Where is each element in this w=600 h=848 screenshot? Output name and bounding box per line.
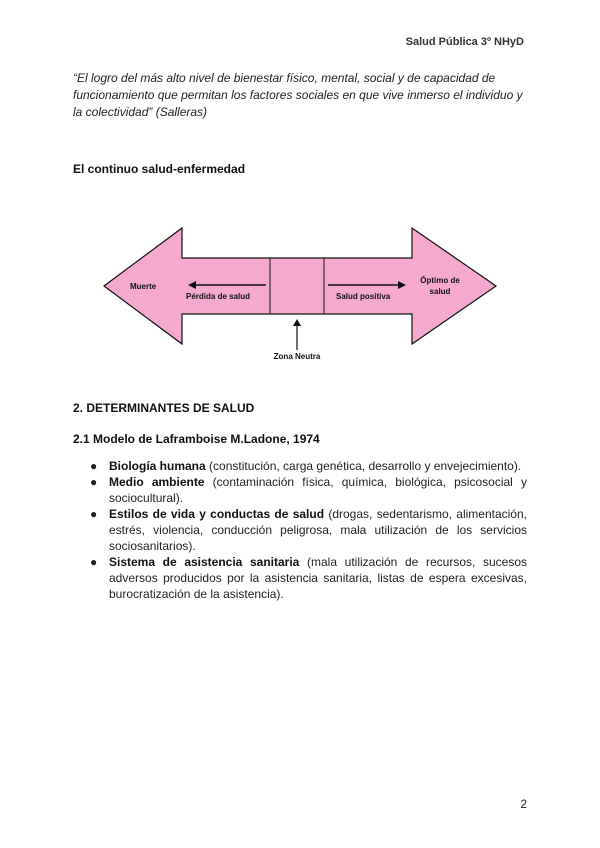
list-item: [90, 506, 527, 554]
bullet-icon: ●: [90, 555, 98, 569]
bullet-icon: ●: [90, 507, 98, 521]
double-arrow-shape: [104, 228, 496, 344]
list-item-desc: (mala utilización de recursos, sucesos adversos producidos por la asistencia sanitaria, listas de espera excesivas, burocratización de la asistencia).: [109, 555, 527, 601]
label-positiva: Salud positiva: [336, 292, 391, 301]
label-perdida: Pérdida de salud: [186, 292, 251, 301]
list-item: [90, 458, 527, 474]
list-item-term: Biología humana: [109, 459, 206, 473]
bullet-icon: ●: [90, 459, 98, 473]
list-item: [90, 554, 527, 602]
list-item: [90, 474, 527, 506]
page-header: Salud Pública 3º NHyD: [405, 36, 524, 48]
list-item-term: Sistema de asistencia sanitaria: [109, 555, 300, 569]
definition-quote: “El logro del más alto nivel de bienestar físico, mental, social y de capacidad de funcionamiento que permitan los factores sociales en que vive inmerso el individuo y la colectividad” (Salleras): [73, 71, 523, 119]
label-optimo-line1: Óptimo de: [420, 276, 460, 285]
page-number: 2: [520, 797, 527, 811]
section-title-modelo: 2.1 Modelo de Laframboise M.Ladone, 1974: [73, 432, 320, 446]
list-item-desc: (contaminación física, química, biológica, psicosocial y sociocultural).: [109, 475, 527, 505]
list-item-term: Estilos de vida y conductas de salud: [109, 507, 325, 521]
list-item-desc: (constitución, carga genética, desarrollo y envejecimiento).: [205, 459, 522, 473]
determinants-list: [90, 458, 527, 602]
section-title-continuo: El continuo salud-enfermedad: [73, 162, 246, 176]
section-title-determinantes: 2. DETERMINANTES DE SALUD: [73, 401, 255, 415]
neutral-pointer-head: [293, 319, 301, 326]
health-continuum-diagram: [100, 226, 500, 366]
bullet-icon: ●: [90, 475, 98, 489]
label-optimo-line2: salud: [429, 287, 451, 296]
list-item-desc: (drogas, sedentarismo, alimentación, estrés, violencia, conducción peligrosa, mala utilización de los servicios sociosanitarios).: [109, 507, 527, 553]
label-zona-neutra: Zona Neutra: [273, 352, 321, 361]
list-item-term: Medio ambiente: [109, 475, 205, 489]
label-muerte: Muerte: [130, 282, 157, 291]
